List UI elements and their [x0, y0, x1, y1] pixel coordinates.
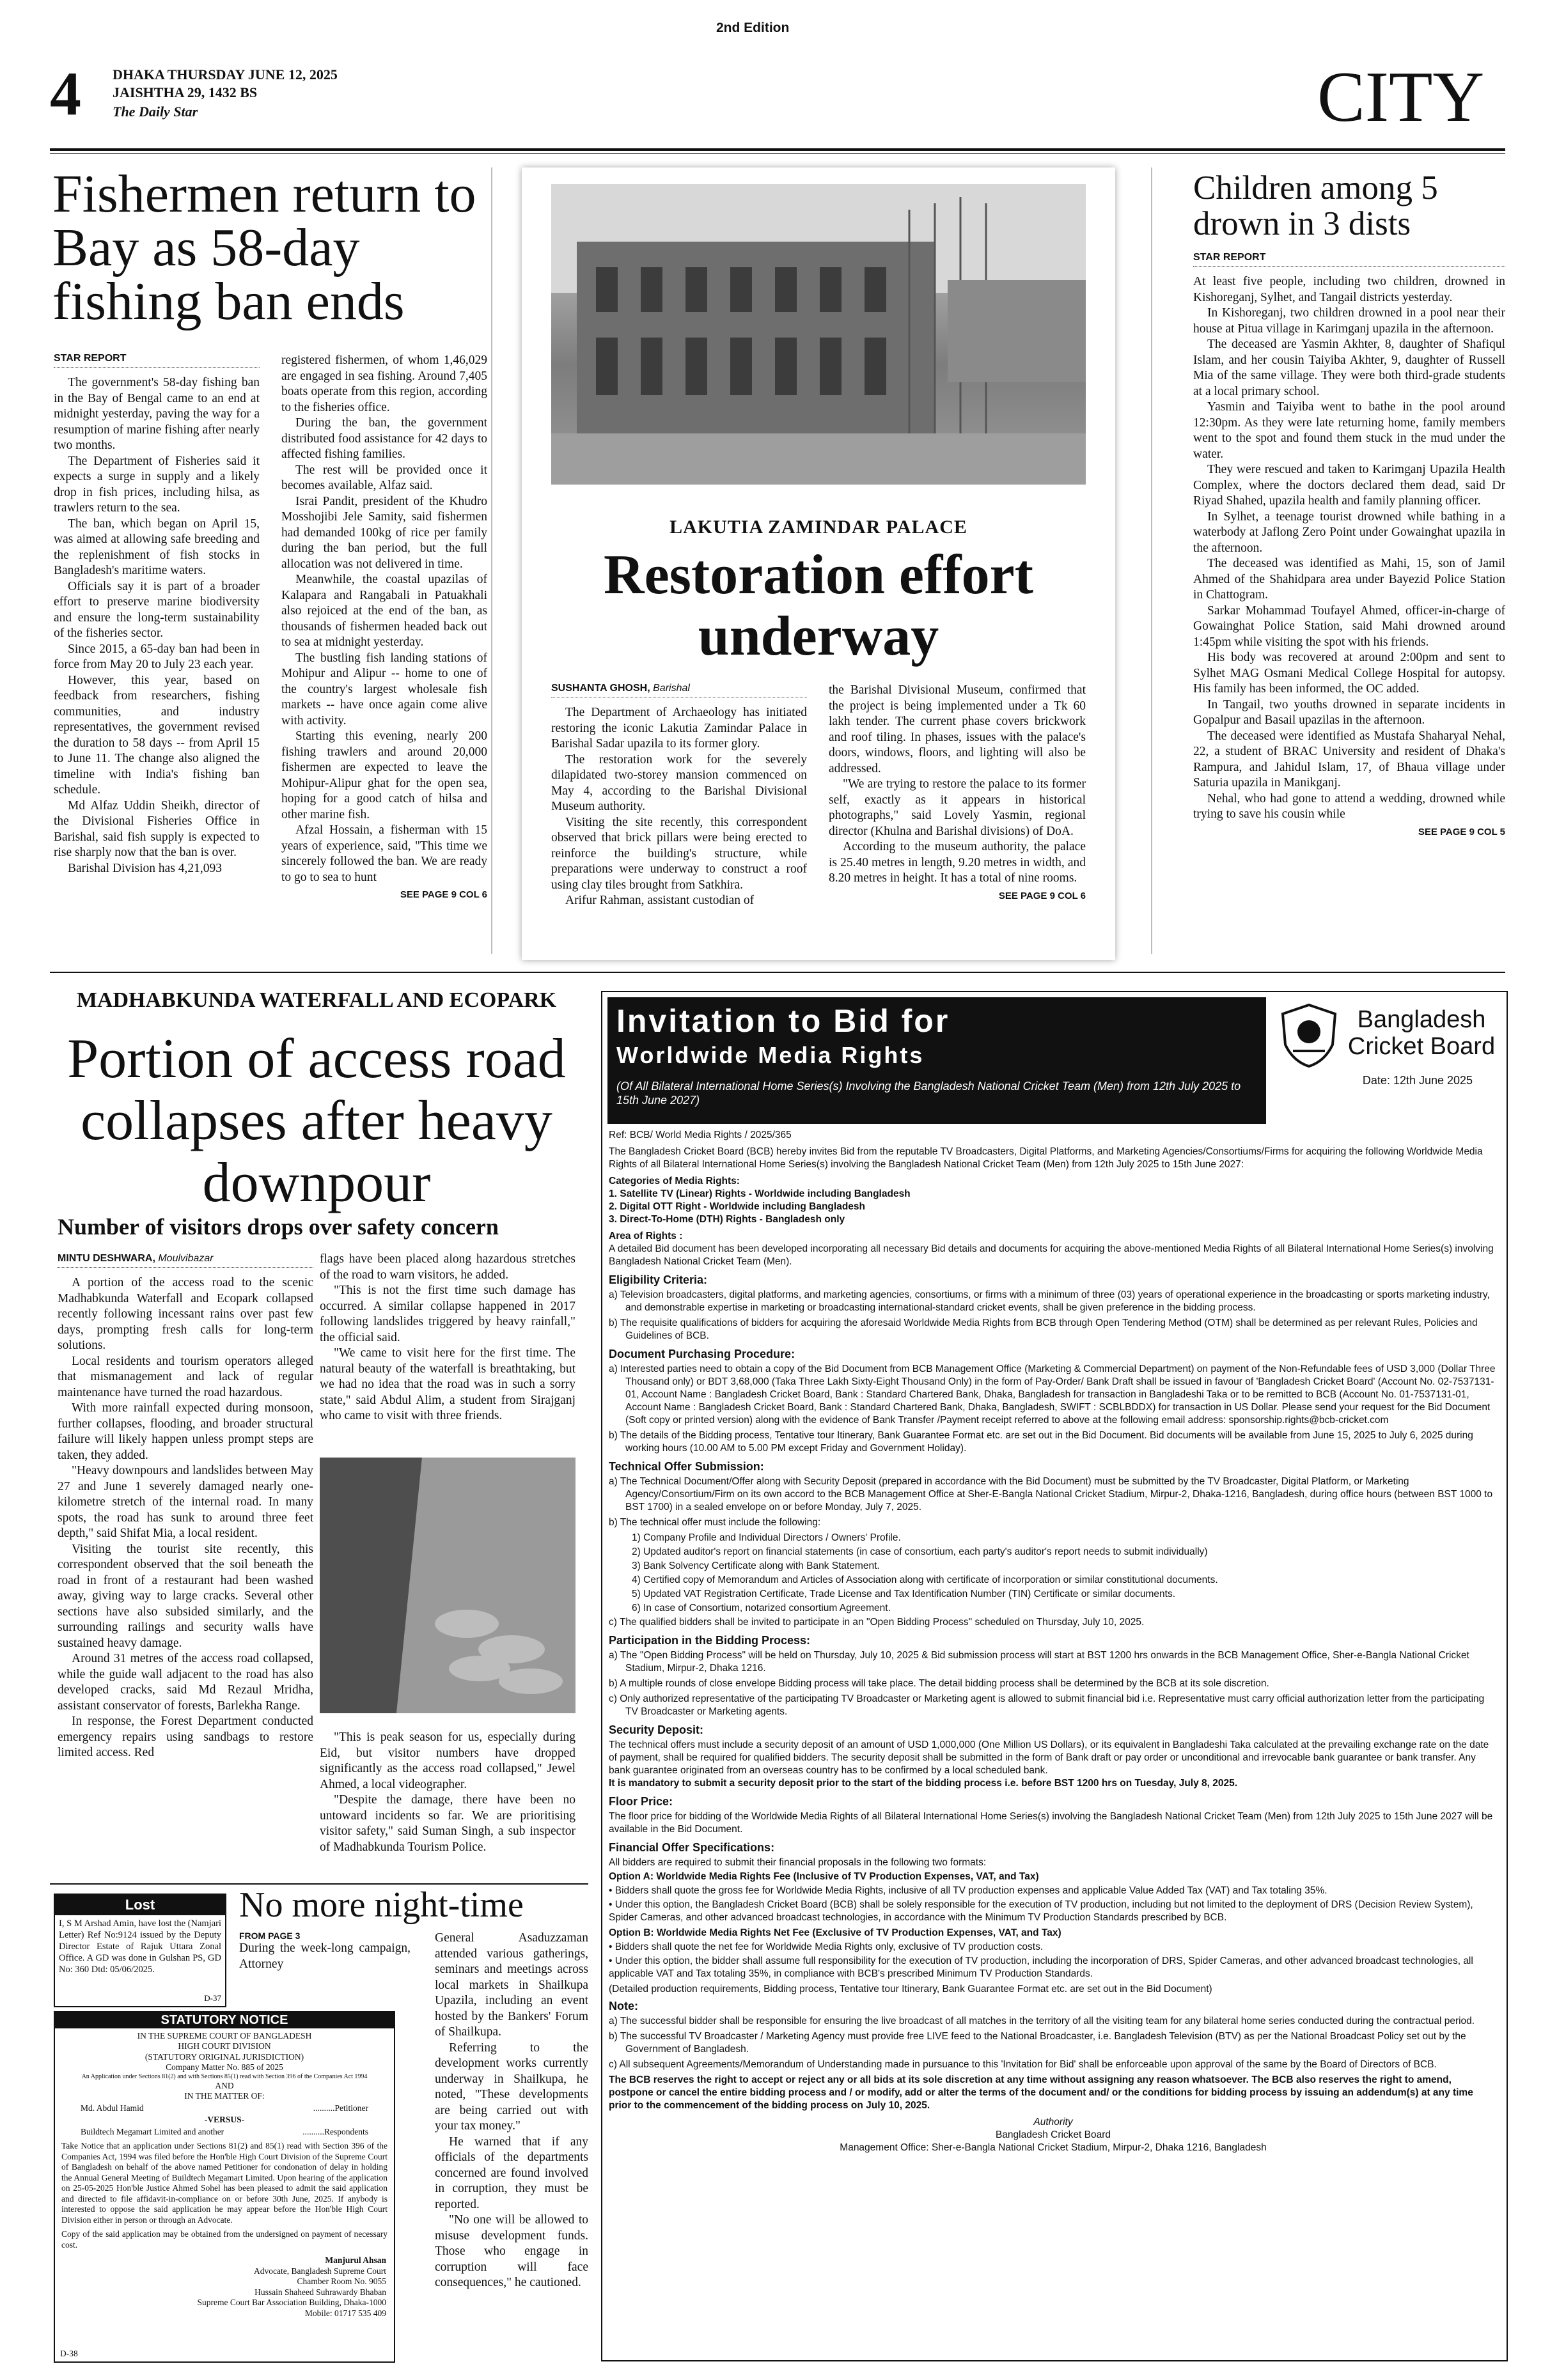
- bid-floor-title: Floor Price:: [609, 1795, 673, 1808]
- nightlife-col2-text: General Asaduzzaman attended various gatherings, seminars and meetings across local markets in Shailkupa Upazila, including an event hosted by the Bankers' Forum of Shailkupa. Referring to the development works currently underway in Shailkupa, he noted, "These developments are being carried out with your tax money." He warned that if any officials of the departments concerned are found involved in corruption, they must be reported. "No one will be allowed to misuse development funds. Those who engage in corruption will face consequences," he cautioned.: [435, 1931, 588, 2289]
- statutory-code: D-38: [60, 2348, 78, 2358]
- bid-financial-title: Financial Offer Specifications:: [609, 1841, 775, 1854]
- bid-area-title: Area of Rights :: [609, 1231, 683, 1241]
- fishermen-byline: STAR REPORT: [54, 353, 260, 368]
- bid-financial-intro: All bidders are required to submit their financial proposals in the following two formats:: [609, 1857, 987, 1868]
- statutory-advocate: Manjurul Ahsan Advocate, Bangladesh Supreme Court Chamber Room No. 9055 Hussain Shaheed Suhrawardy Bhaban Supreme Court Bar Association Building, Dhaka-1000 Mobile: 01717 535 409: [197, 2255, 386, 2318]
- paper-logo: The Daily Star: [113, 104, 198, 120]
- bid-subtitle: (Of All Bilateral International Home Series(s) Involving the Bangladesh National Cricket Team (Men) from 12th July 2025 to 15th June 2027): [616, 1080, 1241, 1107]
- lakutia-col2-text: the Barishal Divisional Museum, confirmed that the project is being implemented under a Tk 60 lakh tender. The current phase covers brickwork and roof tiling. In phases, issues with the palace's doors, windows, floors, and lighting will also be addressed. "We are trying to restore the palace to its former self, exactly as it appears in historical photographs," said Lovely Yasmin, regional director (Khulna and Barishal divisions) of DoA. According to the museum authority, the palace is 25.40 metres in length, 9.20 metres in width, and 8.20 metres in height. It has a total of nine rooms.: [829, 683, 1086, 885]
- bid-date: Date: 12th June 2025: [1362, 1074, 1473, 1087]
- madhabkunda-headline: Portion of access road collapses after heavy downpour: [67, 1028, 566, 1214]
- divider-left: [491, 167, 492, 954]
- bangla-date-line: JAISHTHA 29, 1432 BS: [113, 84, 258, 100]
- bid-security-text: The technical offers must include a security deposit of an amount of USD 1,000,000 (One Million US Dollars), or its equivalent in Bangladeshi Taka calculated at the prevailing exchange rate on the date of payment, shall be required for qualified bidders. The security deposit shall be submitted in the form of Bank draft or pay order or unconditional and irrevocable bank guarantee or bank transfer. Any bank guarantee originated from an overseas country has to be confirmed by a local scheduled bank.: [609, 1739, 1489, 1776]
- bid-reserve-clause: The BCB reserves the right to accept or reject any or all bids at its sole discretion at any time without assigning any reason whatsoever. The BCB also reserves the right to amend, postpone or cancel the entire bidding process and / or modify, add or alter the terms of the document and/ or the conditions for bidding process by issuing an addendum(s) at any time prior to the commencement of the bidding process on July 10, 2025.: [609, 2074, 1473, 2111]
- masthead-rule: [50, 148, 1505, 151]
- bid-technical-list-item: 6) In case of Consortium, notarized consortium Agreement.: [632, 1603, 891, 1614]
- road-collapse-photo: [320, 1458, 575, 1713]
- bid-eligibility-item: b) The requisite qualifications of bidders for acquiring the aforesaid Worldwide Media Rights from BCB through Open Tendering Method (OTM) shall be determined as per relevant Rules, Policies and Guidelines of BCB.: [609, 1318, 1478, 1341]
- fishermen-col1: [54, 353, 260, 876]
- lost-ad: [54, 1894, 226, 2007]
- madhabkunda-col2: [320, 1252, 575, 1424]
- lost-ad-code: D-37: [204, 1993, 221, 2003]
- statutory-versus: -VERSUS-: [204, 2115, 245, 2124]
- bid-org-line1: Bangladesh: [1357, 1006, 1486, 1033]
- bid-security-title: Security Deposit:: [609, 1723, 704, 1736]
- bid-note-item: c) All subsequent Agreements/Memorandum of Understanding made in pursuance to this 'Invitation for Bid' shall be enforceable upon approval of the same by the Board of Directors of BCB.: [609, 2059, 1437, 2070]
- bid-category: 2. Digital OTT Right - Worldwide including Bangladesh: [609, 1201, 865, 1212]
- bid-org-line2: Cricket Board: [1347, 1033, 1496, 1060]
- bid-category: 1. Satellite TV (Linear) Rights - Worldwide including Bangladesh: [609, 1188, 911, 1199]
- nightlife-from-page: FROM PAGE 3: [239, 1931, 301, 1941]
- bid-option-b-title: Option B: Worldwide Media Rights Net Fee (Exclusive of TV Production Expenses, VAT, and Tax): [609, 1927, 1061, 1938]
- bid-technical-list-item: 2) Updated auditor's report on financial statements (in case of consortium, each party's auditor's report needs to submit individually): [632, 1546, 1208, 1557]
- bid-note-item: a) The successful bidder shall be responsible for ensuring the live broadcast of all matches in the territory of all the visiting team for any bilateral home series conducted during the contractual period.: [609, 2016, 1475, 2026]
- madhabkunda-subhead: Number of visitors drops over safety concern: [58, 1214, 499, 1240]
- bid-category: 3. Direct-To-Home (DTH) Rights - Bangladesh only: [609, 1214, 845, 1225]
- madhabkunda-byline: MINTU DESHWARA, Moulvibazar: [58, 1253, 313, 1268]
- bid-purchase-item: a) Interested parties need to obtain a copy of the Bid Document from BCB Management Office (Marketing & Commercial Department) on payment of the Non-Refundable fees of USD 3,000 (Dollar Three Thousand only) or BDT 3,68,000 (Taka Three Lakh Sixty-Eight Thousand Only) in the form of Pay-Order/ Bank Draft shall be issued in favour of 'Bangladesh Cricket Board' (Account No. 02-7537131-01, Account Name : Bangladesh Cricket Board, Bank : Standard Chartered Bank, Dhaka, Bangladesh for transaction in Bangladeshi Taka or to be remitted to BCB (Account No. 01-7537131-01, Account Name : Bangladesh Cricket Board, Bank : Standard Chartered Bank, Dhaka, Bangladesh, SWIFT : SCBLBDDX) for transaction in US Dollar. Please send your request for the Bid Document (Soft copy or printed version) along with the evidence of Bank Transfer /Payment receipt referred to above at the following email address: sponsorship.rights@bcb-cricket.com: [609, 1364, 1496, 1426]
- fishermen-col2-text: registered fishermen, of whom 1,46,029 are engaged in sea fishing. Around 7,405 boats operate from this region, according to the fisheries office. During the ban, the government distributed food assistance for 42 days to affected fishing families. The rest will be provided once it becomes available, Alfaz said. Israi Pandit, president of the Khudro Mosshojibi Jele Samity, said fishermen had demanded 100kg of rice per family during the ban period, but the full allocation was not delivered in time. Meanwhile, the coastal upazilas of Kalapara and Rangabali in Patuakhali also rejoiced at the end of the ban, as thousands of fishermen headed back out to sea at midnight yesterday. The bustling fish landing stations of Mohipur and Alipur -- home to one of the country's largest wholesale fish markets -- have once again come alive with activity. Starting this evening, nearly 200 fishing trawlers and around 20,000 fishermen are expected to leave the Mohipur-Alipur ghat for the open sea, hoping for a good catch of hilsa and other marine fish. Afzal Hossain, a fisherman with 15 years of experience, said, "This time we sincerely followed the ban. We are ready to go to sea to hunt: [281, 354, 487, 884]
- madhabkunda-col2-bottom: "This is peak season for us, especially during Eid, but visitor numbers have dropped significantly as the access road collapsed," Jewel Ahmed, a local videographer. "Despite the damage, there have been no untoward incidents so far. We are prioritising visitor safety," said Suman Singh, a sub inspector of Madhabkunda Tourism Police.: [320, 1731, 575, 1854]
- lakutia-headline: Restoration effort underway: [604, 544, 1033, 667]
- nightlife-col1-text: During the week-long campaign, Attorney: [239, 1941, 411, 1971]
- statutory-body: Take Notice that an application under Sections 81(2) and 85(1) read with Section 396 of the Companies Act, 1994 was filed before the Hon'ble High Court Division of the Supreme Court of Bangladesh on behalf of the above named Petitioner for condonation of delay in holding the Annual General Meeting of Buildtech Megamart Limited. Upon hearing of the application on 25-05-2025 Hon'ble Justice Ahmed Sohel has been pleased to admit the said application and directed to file affidavit-in-compliance on or before 30th June, 2025. If anybody is interested to oppose the said application he may appear before the Hon'ble High Court Division either in person or through an Advocate.: [61, 2141, 388, 2225]
- bid-participation-title: Participation in the Bidding Process:: [609, 1634, 811, 1647]
- fishermen-see-page: SEE PAGE 9 COL 6: [400, 889, 487, 900]
- palace-illustration: [551, 184, 1086, 485]
- nightlife-headline: No more night-time: [239, 1885, 524, 1925]
- bid-technical-list-item: 4) Certified copy of Memorandum and Articles of Association along with certificate of incorporation or similar constitutional documents.: [632, 1575, 1218, 1585]
- statutory-notice: [54, 2011, 395, 2363]
- bid-purchase-title: Document Purchasing Procedure:: [609, 1348, 795, 1360]
- bid-area-text: A detailed Bid document has been developed incorporating all necessary Bid details and documents for acquiring the above-mentioned Media Rights of all Bilateral International Home Series(s) involving Bangladesh National Cricket Team (Men).: [609, 1243, 1494, 1267]
- fishermen-col1-text: The government's 58-day fishing ban in the Bay of Bengal came to an end at midnight yesterday, paving the way for a resumption of marine fishing after nearly two months. The Department of Fisheries said it expects a surge in supply and a likely drop in fish prices, including hilsa, as trawlers return to the sea. The ban, which began on April 15, was aimed at allowing safe breeding and the replenishment of fish stocks in Bangladesh's maritime waters. Officials say it is part of a broader effort to preserve marine biodiversity and ensure the long-term sustainability of the fisheries sector. Since 2015, a 65-day ban had been in force from May 20 to July 23 each year. However, this year, based on feedback from researchers, fishing communities, and industry representatives, the government revised the duration to 58 days -- from April 15 to June 11. The change also aligned the timeline with India's fishing ban schedule. Md Alfaz Uddin Sheikh, director of the Divisional Fisheries Office in Barishal, said fish supply is expected to rise sharply now that the ban is over. Barishal Division has 4,21,093: [54, 376, 260, 875]
- statutory-title: STATUTORY NOTICE: [55, 2012, 394, 2028]
- bcb-bid-ad: [601, 991, 1508, 2361]
- bid-authority: Authority: [1033, 2117, 1073, 2127]
- section-title: CITY: [1317, 58, 1485, 137]
- bid-option-b-item: • Under this option, the bidder shall assume full responsibility for the execution of TV production, including the incorporation of DRS, Spider Cameras, and other advanced broadcast technologies, all applicable VAT and Tax totaling 35%, in compliance with BCB's prescribed Minimum TV Production Standards.: [609, 1956, 1473, 1979]
- lakutia-byline: SUSHANTA GHOSH, Barishal: [551, 683, 807, 697]
- bid-note-item: b) The successful TV Broadcaster / Marketing Agency must provide free LIVE feed to the National Broadcaster, i.e. Bangladesh Television (BTV) as per the National Broadcast Policy set out by the Government of Bangladesh.: [609, 2031, 1466, 2055]
- madhabkunda-col1-text: A portion of the access road to the scenic Madhabkunda Waterfall and Ecopark collapsed recently following incessant rains over past few days, prompting fresh calls for long-term solutions. Local residents and tourism operators alleged that mismanagement and lack of regular maintenance have turned the road hazardous. With more rainfall expected during monsoon, further collapses, flooding, and broader structural failure will likely happen unless prompt steps are taken, they added. "Heavy downpours and landslides between May 27 and June 1 severely damaged nearly one-kilometre stretch of the internal road. In many spots, the road has sunk to around three feet depth," said Shifat Mia, a local resident. Visiting the tourist site recently, this correspondent observed that the soil beneath the road in front of a restaurant had been washed away, giving way to large cracks. Several other sections have also subsided similarly, and the surrounding railings and security walls have sustained heavy damage. Around 31 metres of the access road collapsed, while the guide wall adjacent to the road has also developed cracks, said Md Rezaul Mridha, assistant conservator of forests, Barlekha Range. In response, the Forest Department conducted emergency repairs using sandbags to restore limited access. Red: [58, 1276, 313, 1759]
- bid-intro: The Bangladesh Cricket Board (BCB) hereby invites Bid from the reputable TV Broadcasters, Digital Platforms, and Marketing Agencies/Consortiums/Firms for acquiring the following Worldwide Media Rights of all Bilateral International Home Series(s) involving the Bangladesh National Cricket Team (Men) from 12th July 2025 to 15th June 2027:: [609, 1146, 1483, 1170]
- bid-categories-title: Categories of Media Rights:: [609, 1176, 740, 1186]
- lost-ad-text: I, S M Arshad Amin, have lost the (Namjari Letter) Ref No:9124 issued by the Deputy Director Estate of Rajuk Uttara Zonal Office. A GD was done in Gulshan PS, GD No: 360 Dtd: 05/06/2025.: [59, 1918, 221, 1975]
- bid-technical-list-item: 5) Updated VAT Registration Certificate, Trade License and Tax Identification Number (TIN) Certificate or similar documents.: [632, 1589, 1175, 1599]
- bid-option-b-item: • Bidders shall quote the net fee for Worldwide Media Rights only, exclusive of TV production costs.: [609, 1941, 1044, 1952]
- statutory-court: IN THE SUPREME COURT OF BANGLADESH HIGH COURT DIVISION (STATUTORY ORIGINAL JURISDICTION) Company Matter No. 885 of 2025 An Application under Sections 81(2) and with Sections 85(1) read with Section 396 of the Companies Act 1994 AND IN THE MATTER OF:: [81, 2030, 368, 2101]
- bid-title-line2: Worldwide Media Rights: [616, 1042, 925, 1068]
- bid-option-a-title: Option A: Worldwide Media Rights Fee (Inclusive of TV Production Expenses, VAT, and Tax): [609, 1871, 1039, 1882]
- statutory-copy: Copy of the said application may be obtained from the undersigned on payment of necessary cost.: [61, 2229, 388, 2250]
- statutory-respondent: Buildtech Megamart Limited and another ..........Respondents: [81, 2126, 368, 2136]
- bid-eligibility-title: Eligibility Criteria:: [609, 1273, 708, 1286]
- lakutia-col1: [551, 683, 807, 909]
- bid-technical-item: b) The technical offer must include the following:: [609, 1517, 821, 1528]
- bid-technical-item: c) The qualified bidders shall be invited to participate in an "Open Bidding Process" scheduled on Thursday, July 10, 2025.: [609, 1617, 1145, 1628]
- bid-note-title: Note:: [609, 2000, 638, 2012]
- madhabkunda-col2-top: flags have been placed along hazardous stretches of the road to warn visitors, he added. "This is not the first time such damage has occurred. A similar collapse happened in 2017 following landslides triggered by heavy rainfall," the official said. "We came to visit here for the first time. The natural beauty of the waterfall is breathtaking, but we had no idea that the road was in such a sorry state," said Abdul Alim, a student from Sirajganj who came to visit with three friends.: [320, 1252, 575, 1422]
- bid-option-a-item: • Under this option, the Bangladesh Cricket Board (BCB) shall be solely responsible for the execution of TV production, including but not limited to the deployment of DRS (Decision Review System), Spider Cameras, and other advanced broadcast technologies, in accordance with the Minimum TV Production Standards prescribed by BCB.: [609, 1899, 1473, 1923]
- fishermen-headline: Fishermen return to Bay as 58-day fishing ban ends: [52, 164, 476, 331]
- divider-right: [1151, 167, 1152, 954]
- bid-purchase-item: b) The details of the Bidding process, Tentative tour Itinerary, Bank Guarantee Format etc. are set out in the Bid Document. Bid documents will be available from June 15, 2025 to July 6, 2025 during working hours (10.00 AM to 5.00 PM except Friday and Government Holiday).: [609, 1430, 1473, 1454]
- lakutia-kicker: LAKUTIA ZAMINDAR PALACE: [669, 517, 967, 538]
- bid-detailed-note: (Detailed production requirements, Bidding process, Tentative tour Itinerary, Bank Guarantee Format etc. are set out in the Bid Document): [609, 1984, 1212, 1995]
- children-headline: Children among 5 drown in 3 dists: [1193, 169, 1438, 242]
- bid-authority-org: Bangladesh Cricket Board: [995, 2129, 1111, 2140]
- bid-participation-item: c) Only authorized representative of the participating TV Broadcaster or Marketing agent is allowed to submit financial bid i.e. Representative must carry official authorization letter from the participating TV Broadcaster or Marketing agents.: [609, 1693, 1485, 1717]
- bid-title-line1: Invitation to Bid for: [616, 1003, 950, 1039]
- bid-org: [1342, 1006, 1501, 1060]
- statutory-petitioner: Md. Abdul Hamid ..........Petitioner: [81, 2103, 368, 2113]
- bid-address: Management Office: Sher-e-Bangla National Cricket Stadium, Mirpur-2, Dhaka 1216, Bangladesh: [840, 2142, 1267, 2153]
- masthead-rule-thin: [50, 153, 1505, 154]
- section-rule: [50, 972, 1505, 973]
- bid-participation-item: a) The "Open Bidding Process" will be held on Thursday, July 10, 2025 & Bid submission process will start at BST 1200 hrs onwards in the BCB Management Office, Sher-e-Bangla National Cricket Stadium, Mirpur-2, Dhaka 1216.: [609, 1650, 1469, 1674]
- nightlife-col2: [435, 1931, 588, 2291]
- children-byline: STAR REPORT: [1193, 252, 1505, 267]
- fishermen-col2: [281, 353, 487, 900]
- bid-technical-item: a) The Technical Document/Offer along with Security Deposit (prepared in accordance with the Bid Document) must be submitted by the TV Broadcaster, Digital Platform, or Marketing Agency/Consortium/Firm on its own accord to the BCB Management Office at Sher-E-Bangla National Cricket Stadium, Mirpur-2, Dhaka-1216, Bangladesh, during office hours (between BST 1000 to BST 1700) in a sealed envelope on or before Monday, July 7, 2025.: [609, 1476, 1493, 1513]
- lakutia-see-page: SEE PAGE 9 COL 6: [998, 890, 1086, 901]
- nightlife-col1: [239, 1931, 411, 1972]
- bid-technical-list-item: 1) Company Profile and Individual Directors / Owners' Profile.: [632, 1532, 901, 1543]
- palace-photo: [551, 184, 1086, 485]
- bid-security-bold: It is mandatory to submit a security deposit prior to the start of the bidding process i.e. before BST 1200 hrs on Tuesday, July 8, 2025.: [609, 1778, 1238, 1789]
- madhabkunda-kicker: MADHABKUNDA WATERFALL AND ECOPARK: [76, 988, 557, 1012]
- bid-ref: Ref: BCB/ World Media Rights / 2025/365: [609, 1130, 792, 1140]
- edition-label: 2nd Edition: [716, 20, 790, 35]
- bcb-logo-icon: [1274, 1000, 1344, 1070]
- bid-technical-list-item: 3) Bank Solvency Certificate along with Bank Statement.: [632, 1560, 880, 1571]
- date-line: DHAKA THURSDAY JUNE 12, 2025: [113, 66, 338, 82]
- bid-floor-text: The floor price for bidding of the Worldwide Media Rights of all Bilateral International Home Series(s) involving the Bangladesh National Cricket Team (Men) from 12th July 2025 to 15th June 2027 will be available in the Bid Document.: [609, 1811, 1493, 1835]
- children-see-page: SEE PAGE 9 COL 5: [1418, 826, 1505, 837]
- bid-participation-item: b) A multiple rounds of close envelope Bidding process will take place. The detail bidding process shall be determined by the BCB at its sole discretion.: [609, 1678, 1269, 1689]
- bid-technical-title: Technical Offer Submission:: [609, 1460, 764, 1473]
- bid-option-a-item: • Bidders shall quote the gross fee for Worldwide Media Rights, inclusive of all TV production expenses and applicable Value Added Tax (VAT) and Tax totaling 35%.: [609, 1885, 1327, 1896]
- madhabkunda-col1: [58, 1253, 313, 1761]
- madhabkunda-col2b: [320, 1730, 575, 1855]
- bcb-logo: [1274, 1000, 1344, 1070]
- lost-ad-title: Lost: [55, 1895, 225, 1915]
- children-body: [1193, 252, 1505, 837]
- children-text: At least five people, including two children, drowned in Kishoreganj, Sylhet, and Tangail districts yesterday. In Kishoreganj, two children drowned in a pool near their house at Pitua village in Karimganj upazila in the afternoon. The deceased are Yasmin Akhter, 8, daughter of Shafiqul Islam, and her cousin Taiyiba Akhter, 9, daughter of Russell Mia of the same village. They were both third-grade students at a local primary school. Yasmin and Taiyiba went to bathe in the pool around 12:30pm. As they were late returning home, family members went to the spot and found them stuck in the mud under the water. They were rescued and taken to Karimganj Upazila Health Complex, where the doctors declared them dead, said Dr Riyad Shahed, upazila health and family planning officer. In Sylhet, a teenage tourist drowned while bathing in a waterbody at Jaflong Zero Point under Gowainghat upazila in the afternoon. The deceased was identified as Mahi, 15, son of Jamil Ahmed of the Shahidpara area under Bayezid Police Station in Chattogram. Sarkar Mohammad Toufayel Ahmed, officer-in-charge of Gowainghat Police Station, said Mahi drowned around 1:45pm while visiting the spot with his friends. His body was recovered at around 2:00pm and sent to Sylhet MAG Osmani Medical College Hospital for autopsy. His family has been informed, the OC added. In Tangail, two youths drowned in separate incidents in Gopalpur and Basail upazilas in the afternoon. The deceased were identified as Mustafa Shaharyal Nehal, 22, a student of BRAC University and resident of Dhaka's Rampura, and Jahidul Islam, 17, of Bhaua village under Saturia upazila in Manikganj. Nehal, who had gone to attend a wedding, drowned while trying to save his cousin while: [1193, 275, 1505, 821]
- bid-title-panel: [607, 997, 1266, 1124]
- lakutia-col1-text: The Department of Archaeology has initiated restoring the iconic Lakutia Zamindar Palace in Barishal Sadar upazila to its former glory. The restoration work for the severely dilapidated two-storey mansion commenced on May 4, according to the Barishal Divisional Museum authority. Visiting the site recently, this correspondent observed that brick pillars were being erected to reinforce the building's structure, while preparations were underway to construct a roof using clay tiles brought from Satkhira. Arifur Rahman, assistant custodian of: [551, 706, 807, 907]
- lower-rule: [50, 1883, 588, 1885]
- bid-eligibility-item: a) Television broadcasters, digital platforms, and marketing agencies, consortiums, or firms with a minimum of three (03) years of operational experience in the broadcasting or sports marketing industry, and demonstrable expertise in marketing or broadcasting international-standard cricket events, shall be given preference in the bidding process.: [609, 1289, 1490, 1313]
- bid-body: [609, 1129, 1498, 2154]
- road-illustration: [320, 1458, 575, 1713]
- lakutia-col2: [829, 683, 1086, 901]
- page-number: 4: [50, 59, 81, 128]
